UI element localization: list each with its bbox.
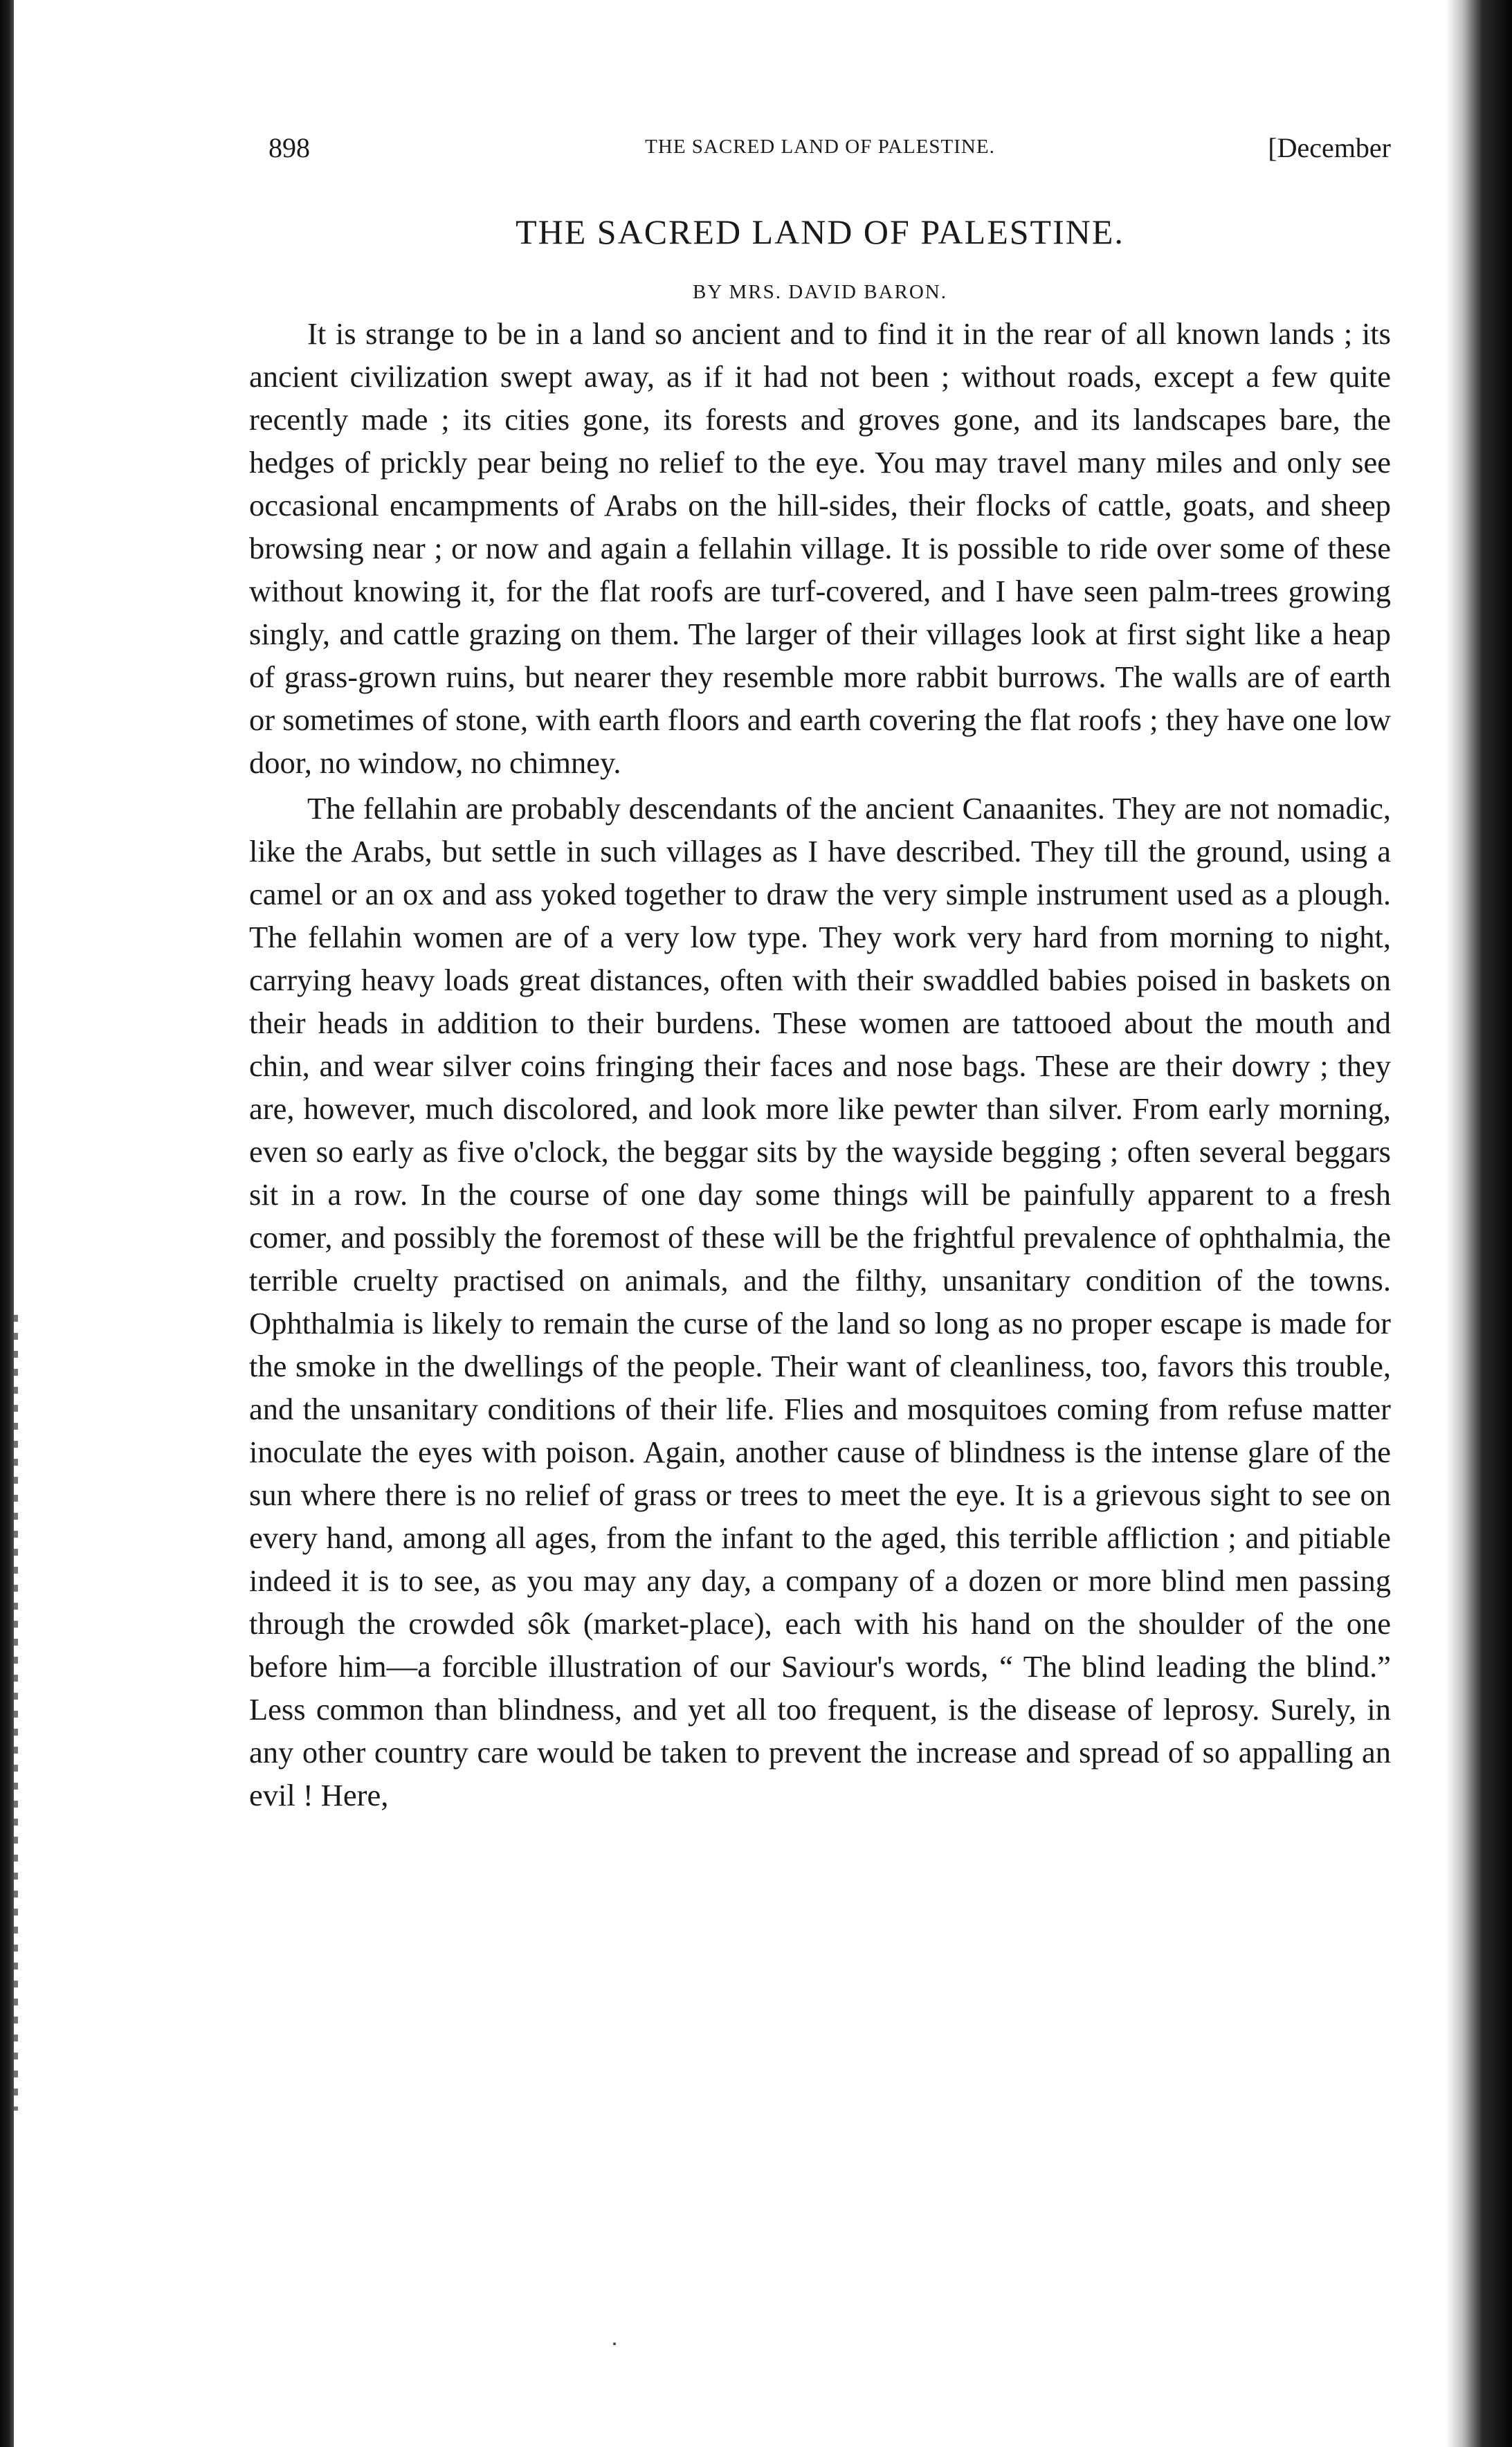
article-title: THE SACRED LAND OF PALESTINE. [516, 212, 1124, 251]
scan-border-left [0, 0, 14, 2447]
article-byline: BY MRS. DAVID BARON. [693, 281, 947, 303]
stray-ink-mark [613, 2343, 616, 2345]
scan-border-left-marks [14, 1315, 18, 2111]
running-date: [December [1268, 132, 1391, 163]
paragraph-1: It is strange to be in a land so ancient and to find it in the rear of all known lands ; its ancient civilization swept away, as if it had not been ; without roads, except a few quite recently made ; its cities gone, its forests and groves gone, and its landscapes bare, the hedges of prickly pear being no relief to the eye. You may travel many miles and only see occasional encampments of Arabs on the hill-sides, their flocks of cattle, goats, and sheep browsing near ; or now and again a fellahin village. It is possible to ride over some of these without knowing it, for the flat roofs are turf-covered, and I have seen palm-trees growing singly, and cattle grazing on them. The larger of their villages look at first sight like a heap of grass-grown ruins, but nearer they resemble more rabbit burrows. The walls are of earth or sometimes of stone, with earth floors and earth covering the flat roofs ; they have one low door, no window, no chimney. [249, 316, 1391, 780]
paragraph-2: The fellahin are probably descendants of the ancient Canaanites. They are not nomadic, like the Arabs, but settle in such villages as I have described. They till the ground, using a camel or an ox and ass yoked together to draw the very simple instrument used as a plough. The fellahin women are of a very low type. They work very hard from morning to night, carrying heavy loads great distances, often with their swaddled babies poised in baskets on their heads in addition to their burdens. These women are tattooed about the mouth and chin, and wear silver coins fringing their faces and nose bags. These are their dowry ; they are, however, much discolored, and look more like pewter than silver. From early morning, even so early as five o'clock, the beggar sits by the wayside begging ; often several beggars sit in a row. In the course of one day some things will be painfully apparent to a fresh comer, and possibly the foremost of these will be the frightful prevalence of ophthalmia, the terrible cruelty practised on animals, and the filthy, unsanitary condition of the towns. Ophthalmia is likely to remain the curse of the land so long as no proper escape is made for the smoke in the dwellings of the people. Their want of cleanliness, too, favors this trouble, and the unsanitary conditions of their life. Flies and mosquitoes coming from refuse matter inoculate the eyes with poison. Again, another cause of blindness is the intense glare of the sun where there is no relief of grass or trees to meet the eye. It is a grievous sight to see on every hand, among all ages, from the infant to the aged, this terrible affliction ; and pitiable indeed it is to see, as you may any day, a company of a dozen or more blind men passing through the crowded sôk (market-place), each with his hand on the shoulder of the one before him—a forcible illustration of our Saviour's words, “ The blind leading the blind.” Less common than blindness, and yet all too frequent, is the disease of leprosy. Surely, in any other country care would be taken to prevent the increase and spread of so appalling an evil ! Here, [249, 791, 1391, 1812]
running-title: THE SACRED LAND OF PALESTINE. [645, 136, 995, 158]
page-number: 898 [268, 132, 310, 163]
article-body [249, 312, 1391, 1817]
running-header [249, 131, 1391, 180]
book-page [249, 131, 1391, 1817]
scan-border-right [1446, 0, 1512, 2447]
